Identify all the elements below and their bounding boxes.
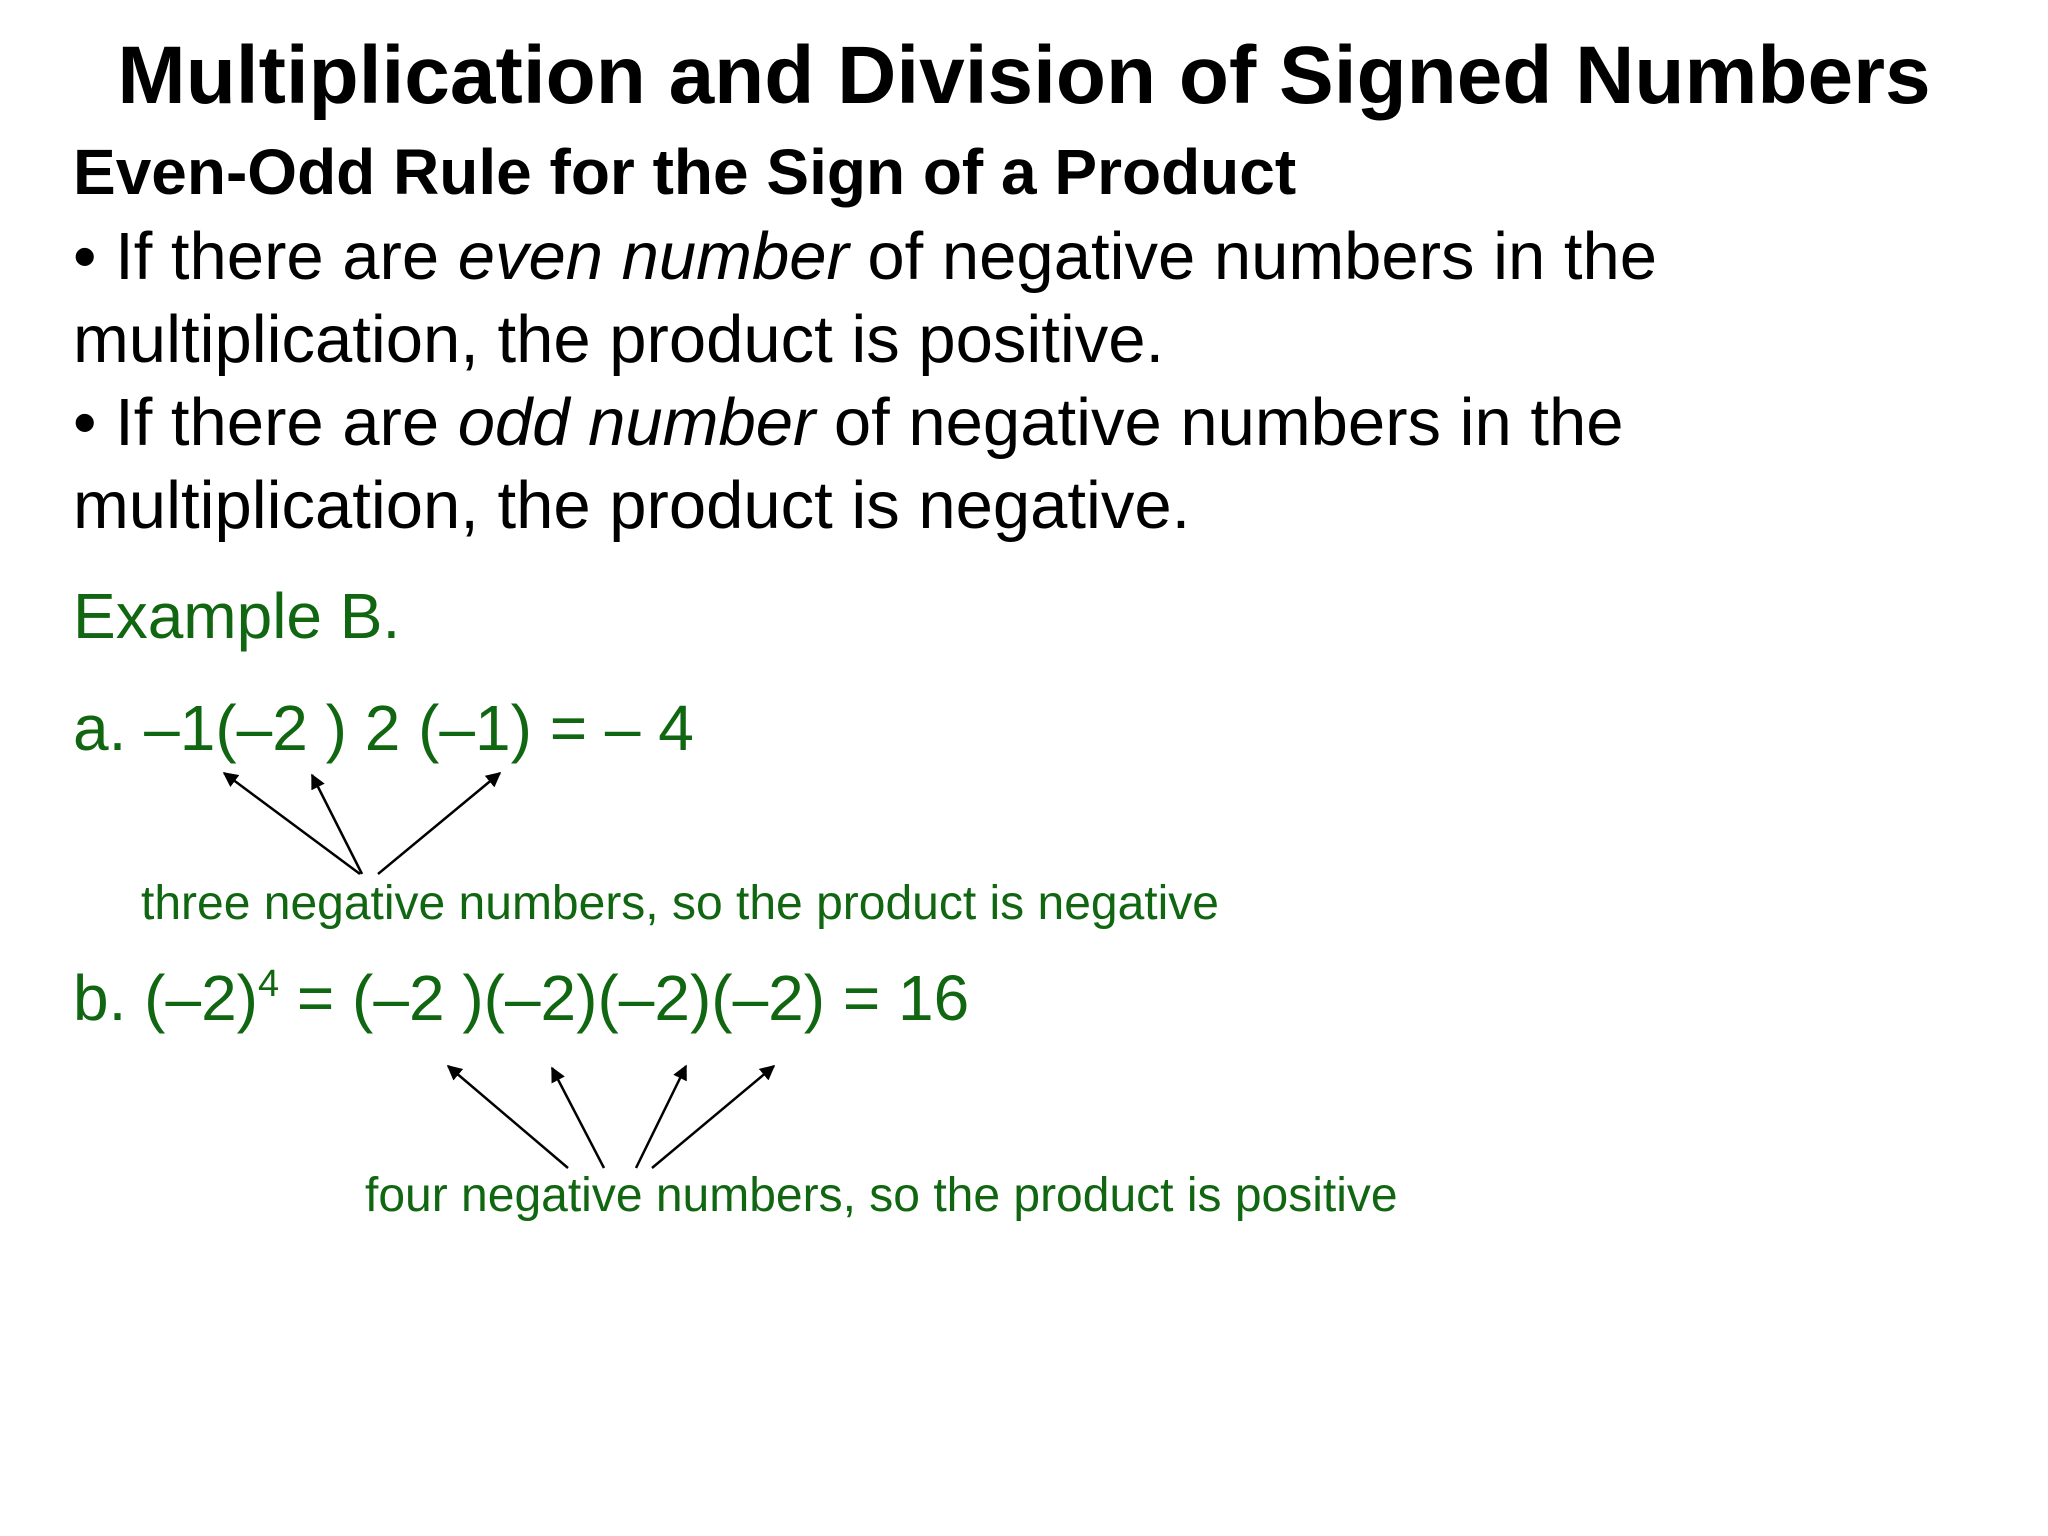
arrow-b-3: [636, 1066, 686, 1168]
example-b-exponent: 4: [257, 963, 280, 1005]
arrow-b-1: [448, 1066, 568, 1168]
example-a-equation: a. –1(–2 ) 2 (–1) = – 4: [73, 692, 694, 764]
rule-odd-emphasis: odd number: [457, 385, 816, 460]
arrow-a-3: [378, 773, 500, 874]
example-b-lhs: b. (–2): [73, 962, 258, 1034]
example-heading: Example B.: [73, 580, 401, 652]
bullet: •: [73, 385, 97, 460]
example-a-note: three negative numbers, so the product is negative: [141, 877, 1219, 930]
rule-heading: Even-Odd Rule for the Sign of a Product: [73, 136, 1297, 208]
example-b-rhs: = (–2 )(–2)(–2)(–2) = 16: [279, 962, 970, 1034]
rule-even-emphasis: even number: [457, 219, 849, 294]
arrow-b-4: [652, 1066, 774, 1168]
rule-odd-text-after: of negative numbers in the multiplication, the product is negative.: [73, 385, 1624, 543]
rule-even-text-after: of negative numbers in the multiplication, the product is positive.: [73, 219, 1658, 377]
arrow-a-2: [312, 775, 362, 874]
bullet: •: [73, 219, 97, 294]
rule-odd-text-before: If there are: [96, 385, 458, 460]
arrow-b-2: [552, 1068, 604, 1168]
slide-title: Multiplication and Division of Signed Numbers: [117, 30, 1931, 121]
example-b-note: four negative numbers, so the product is positive: [365, 1169, 1398, 1222]
rule-even-text-before: If there are: [96, 219, 458, 294]
arrow-a-1: [224, 773, 360, 874]
